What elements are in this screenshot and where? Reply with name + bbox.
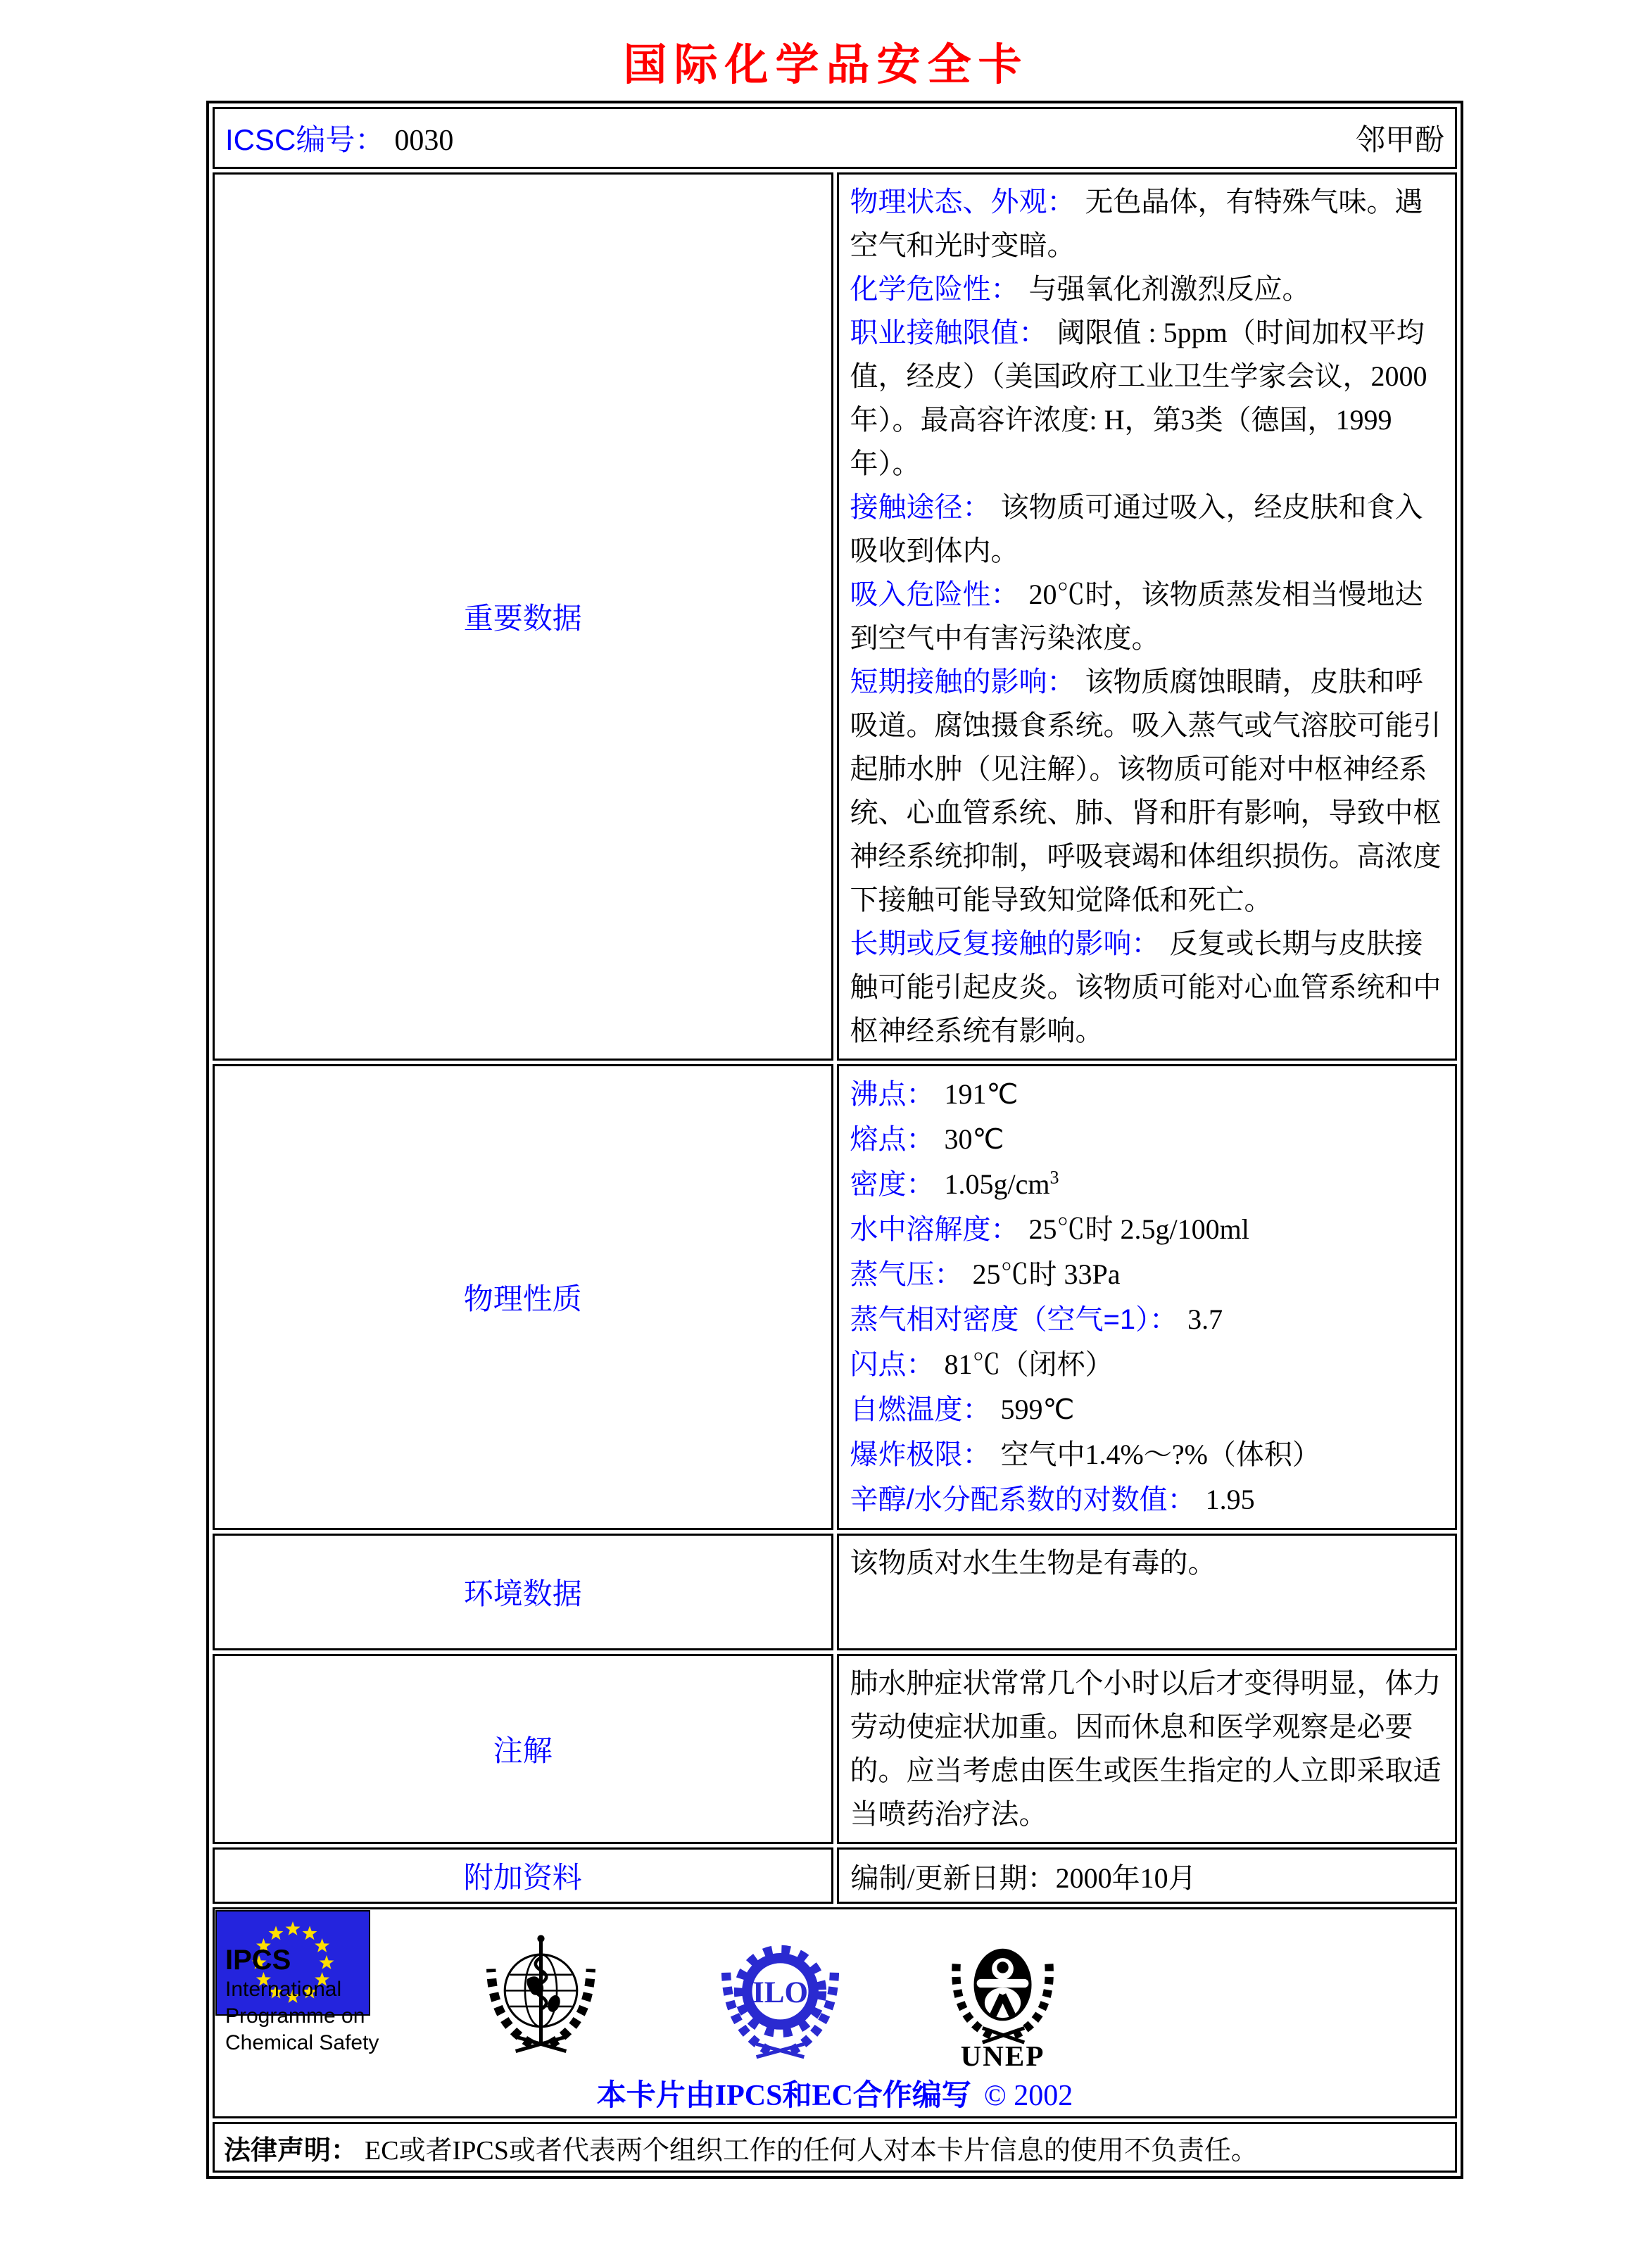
unep-logo-text: UNEP <box>960 2039 1045 2070</box>
ipcs-line: Programme on <box>225 2004 365 2028</box>
field-label: 职业接触限值： <box>850 317 1047 348</box>
additional-info-row <box>213 1847 1457 1904</box>
field-label: 蒸气相对密度（空气=1）： <box>850 1304 1178 1335</box>
notes-label: 注解 <box>213 1654 833 1844</box>
legal-cell <box>213 2122 1457 2173</box>
data-item <box>850 180 1444 267</box>
important-data-label: 重要数据 <box>213 172 833 1061</box>
data-item <box>850 660 1444 922</box>
data-item <box>850 267 1444 311</box>
physical-properties-label: 物理性质 <box>213 1064 833 1530</box>
ilo-logo-icon <box>712 1930 849 2060</box>
data-item <box>850 922 1444 1053</box>
data-item <box>850 1432 1444 1477</box>
header-cell <box>213 107 1457 169</box>
icsc-number-group <box>225 117 453 159</box>
field-label: 密度： <box>850 1169 935 1200</box>
field-label: 爆炸极限： <box>850 1439 991 1470</box>
logos-row <box>213 1907 1457 2118</box>
data-item <box>850 311 1444 486</box>
legal-label: 法律声明： <box>224 2135 358 2166</box>
data-item <box>850 486 1444 573</box>
field-label: 水中溶解度： <box>850 1214 1019 1245</box>
ipcs-line: International <box>225 1978 342 2001</box>
ilo-logo-text: ILO <box>752 1976 809 2009</box>
field-value: 30℃ <box>944 1123 1004 1155</box>
field-value: 该物质腐蚀眼睛，皮肤和呼吸道。腐蚀摄食系统。吸入蒸气或气溶胶可能引起肺水肿（见注解）。该物质可能对中枢神经系统、心血管系统、肺、肾和肝有影响，导致中枢神经系统抑制，呼吸衰竭和体组织损伤。高浓度下接触可能导致知觉降低和死亡。 <box>850 666 1442 916</box>
field-value: 3.7 <box>1187 1303 1223 1335</box>
field-label: 长期或反复接触的影响： <box>850 928 1160 959</box>
field-value: 无色晶体，有特殊气味。遇空气和光时变暗。 <box>850 186 1423 261</box>
data-item <box>850 573 1444 660</box>
field-value: 1.95 <box>1205 1484 1255 1515</box>
data-item <box>850 1207 1444 1252</box>
field-value: 191℃ <box>944 1078 1019 1110</box>
logos-cell <box>213 1907 1457 2118</box>
data-item <box>850 1297 1444 1342</box>
legal-text: EC或者IPCS或者代表两个组织工作的任何人对本卡片信息的使用不负责任。 <box>365 2135 1258 2166</box>
field-label: 沸点： <box>850 1079 935 1110</box>
environmental-data-label: 环境数据 <box>213 1534 833 1650</box>
field-label: 吸入危险性： <box>850 579 1019 610</box>
data-item <box>850 1477 1444 1522</box>
field-value: 1.05g/cm <box>944 1168 1050 1200</box>
field-label: 熔点： <box>850 1124 935 1155</box>
field-value: 81℃（闭杯） <box>944 1348 1114 1380</box>
data-item <box>850 1162 1444 1207</box>
icsc-number-label: ICSC编号： <box>225 123 385 156</box>
field-label: 短期接触的影响： <box>850 666 1076 697</box>
icsc-number-value: 0030 <box>394 125 454 157</box>
unep-logo-icon <box>940 1926 1064 2070</box>
field-label: 辛醇/水分配系数的对数值： <box>850 1484 1196 1515</box>
notes-row <box>213 1654 1457 1844</box>
field-value: 该物质可通过吸入，经皮肤和食入吸收到体内。 <box>850 491 1423 567</box>
ipcs-line: Chemical Safety <box>225 2031 379 2054</box>
legal-row <box>213 2122 1457 2173</box>
notes-content <box>837 1654 1458 1844</box>
credit-line <box>215 2072 1454 2114</box>
important-data-row <box>213 172 1457 1061</box>
field-label: 蒸气压： <box>850 1259 963 1290</box>
environmental-data-text: 该物质对水生生物是有毒的。 <box>850 1547 1216 1579</box>
field-value: 20℃时，该物质蒸发相当慢地达到空气中有害污染浓度。 <box>850 579 1423 654</box>
data-item <box>850 1072 1444 1117</box>
header-row <box>213 107 1457 169</box>
who-logo-icon <box>472 1924 610 2065</box>
data-item <box>850 1252 1444 1297</box>
field-value: 599℃ <box>1000 1394 1075 1425</box>
page-title: 国际化学品安全卡 <box>623 39 1029 90</box>
density-superscript: 3 <box>1049 1167 1059 1188</box>
field-value: 与强氧化剂激烈反应。 <box>1028 273 1311 305</box>
field-label: 自燃温度： <box>850 1394 991 1425</box>
field-value: 阈限值 : 5ppm（时间加权平均值，经皮）（美国政府工业卫生学家会议，2000年）。最高容许浓度: H，第3类（德国，1999年）。 <box>850 317 1427 479</box>
copyright-text: © 2002 <box>983 2080 1073 2112</box>
icsc-table <box>206 101 1463 2179</box>
field-value: 反复或长期与皮肤接触可能引起皮炎。该物质可能对心血管系统和中枢神经系统有影响。 <box>850 928 1442 1047</box>
physical-properties-content <box>837 1064 1458 1530</box>
physical-properties-row <box>213 1064 1457 1530</box>
additional-info-content <box>837 1847 1458 1904</box>
chemical-name: 邻甲酚 <box>1355 125 1444 157</box>
ipcs-text-block <box>225 1944 379 2056</box>
additional-info-label: 附加资料 <box>213 1847 833 1904</box>
environmental-data-row <box>213 1534 1457 1650</box>
data-item <box>850 1387 1444 1432</box>
field-value: 空气中1.4%～?%（体积） <box>1000 1439 1320 1470</box>
field-label: 闪点： <box>850 1349 935 1380</box>
important-data-content <box>837 172 1458 1061</box>
field-value: 25℃时 33Pa <box>972 1258 1121 1290</box>
additional-info-text: 编制/更新日期：2000年10月 <box>850 1862 1197 1894</box>
field-value: 25℃时 2.5g/100ml <box>1028 1213 1249 1245</box>
notes-text: 肺水肿症状常常几个小时以后才变得明显，体力劳动使症状加重。因而休息和医学观察是必要的。应当考虑由医生或医生指定的人立即采取适当喷药治疗法。 <box>850 1667 1442 1830</box>
data-item <box>850 1117 1444 1162</box>
data-item <box>850 1342 1444 1387</box>
field-label: 物理状态、外观： <box>850 187 1076 217</box>
credit-text: 本卡片由IPCS和EC合作编写 <box>596 2080 971 2112</box>
field-label: 化学危险性： <box>850 274 1019 305</box>
ipcs-acronym: IPCS <box>225 1945 291 1976</box>
field-label: 接触途径： <box>850 492 991 523</box>
environmental-data-content <box>837 1534 1458 1650</box>
